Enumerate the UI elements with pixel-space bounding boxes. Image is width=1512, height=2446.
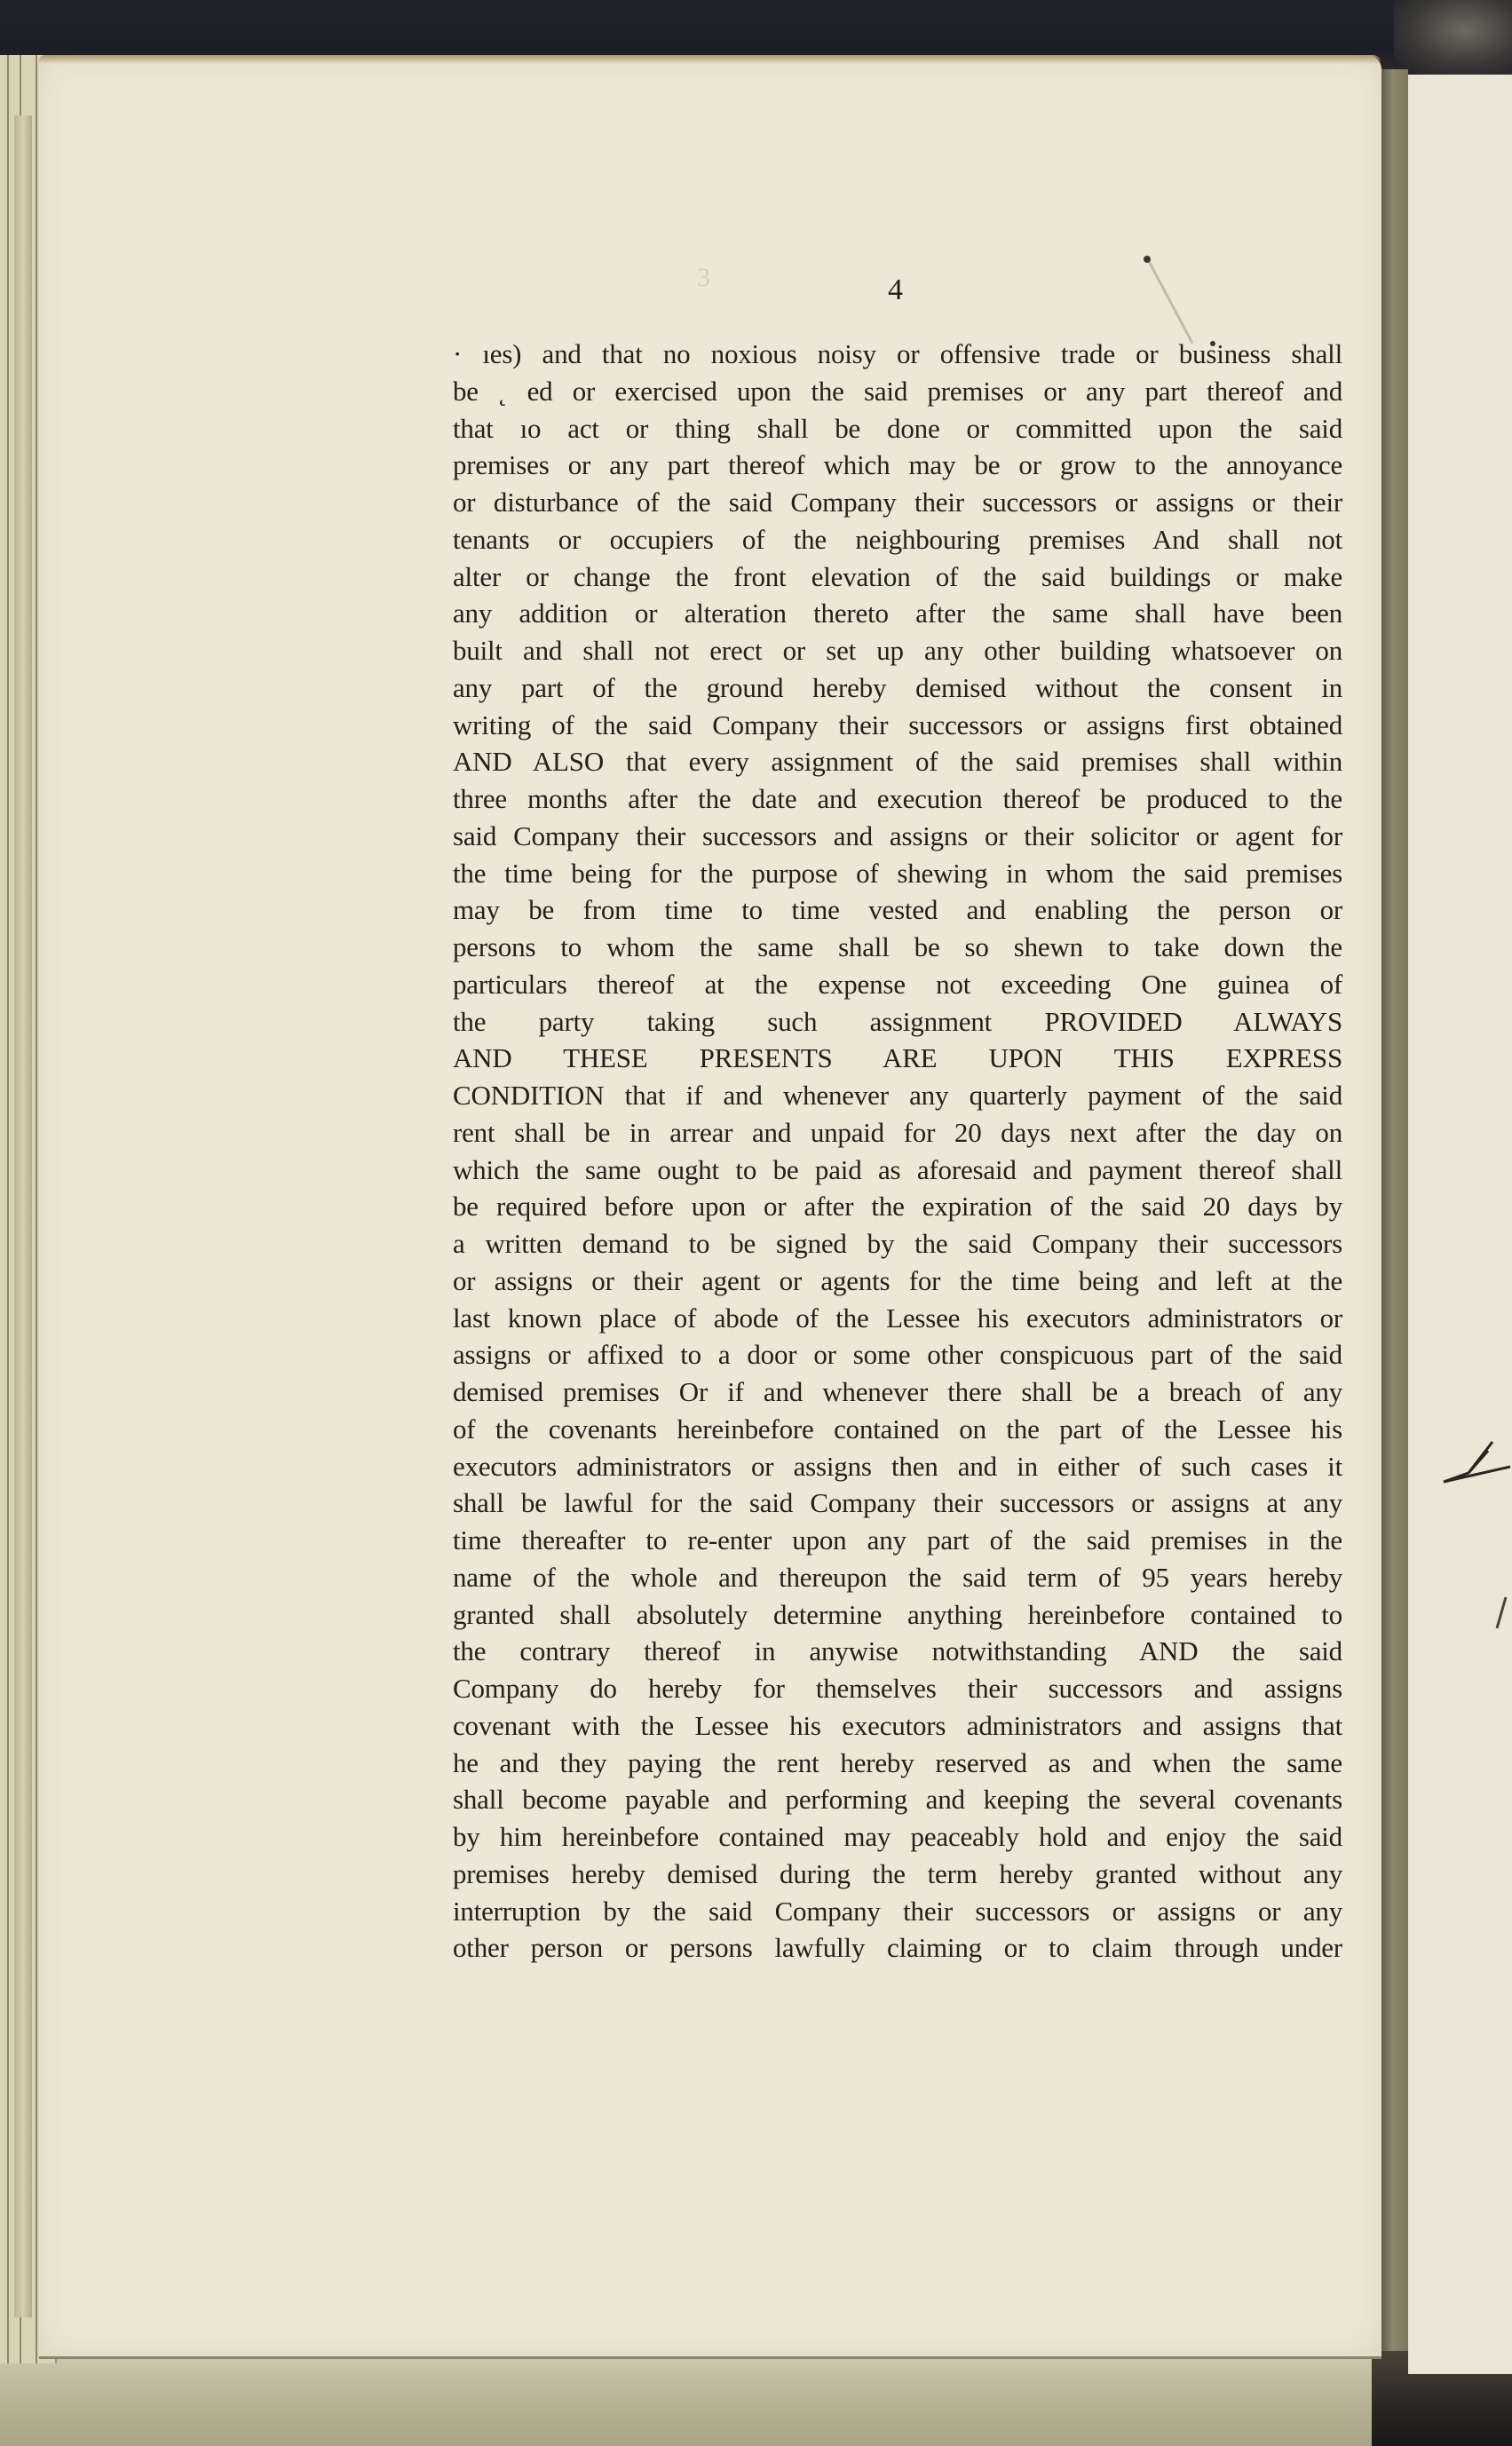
text-line: persons to whom the same shall be so shewn to take down the [453, 931, 1342, 962]
text-line: last known place of abode of the Lessee his executors administrators or [453, 1302, 1342, 1334]
text-line: which the same ought to be paid as aforesaid and payment thereof shall [453, 1153, 1342, 1185]
text-line: demised premises Or if and whenever there shall be a breach of any [453, 1376, 1342, 1407]
pinhole [1144, 256, 1151, 263]
text-line: be required before upon or after the expiration of the said 20 days by [453, 1191, 1342, 1223]
text-line: may be from time to time vested and enabling the person or [453, 894, 1342, 926]
text-line: Company do hereby for themselves their successors and assigns [453, 1673, 1342, 1704]
text-line: of the covenants hereinbefore contained on the part of the Lessee his [453, 1413, 1342, 1445]
text-line: be ˛ ed or exercised upon the said premises or any part thereof and [453, 375, 1342, 407]
text-line: any addition or alteration thereto after the same shall have been [453, 598, 1342, 629]
text-line: executors administrators or assigns then and in either of such cases it [453, 1450, 1342, 1482]
text-line: that ıo act or thing shall be done or committed upon the said [453, 412, 1342, 444]
page-edge-line [36, 55, 37, 2363]
text-line: or assigns or their agent or agents for the time being and left at the [453, 1264, 1342, 1296]
facing-page [1408, 75, 1512, 2374]
text-line: tenants or occupiers of the neighbouring premises And shall not [453, 523, 1342, 555]
text-line: CONDITION that if and whenever any quarterly payment of the said [453, 1080, 1342, 1111]
book-bottom-edge [0, 2344, 1512, 2446]
bleed-through-mark: 3 [697, 263, 710, 292]
text-line: the party taking such assignment PROVIDED ALWAYS [453, 1005, 1342, 1037]
text-line: the time being for the purpose of shewing in whom the said premises [453, 857, 1342, 889]
handwritten-mark-icon [1408, 1362, 1512, 1895]
text-line: AND THESE PRESENTS ARE UPON THIS EXPRESS [453, 1042, 1342, 1074]
text-line: shall become payable and performing and keeping the several covenants [453, 1784, 1342, 1816]
text-line: three months after the date and execution thereof be produced to the [453, 783, 1342, 814]
text-line: any part of the ground hereby demised without the consent in [453, 671, 1342, 703]
text-line: granted shall absolutely determine anything hereinbefore contained to [453, 1598, 1342, 1630]
document-body [453, 336, 1342, 1967]
page-edge-line [7, 55, 9, 2363]
text-line: built and shall not erect or set up any other building whatsoever on [453, 635, 1342, 666]
text-line: name of the whole and thereupon the said term of 95 years hereby [453, 1561, 1342, 1593]
text-line: writing of the said Company their successors or assigns first obtained [453, 708, 1342, 740]
text-line: interruption by the said Company their successors or assigns or any [453, 1895, 1342, 1927]
page-tab [14, 115, 32, 2317]
text-line: or disturbance of the said Company their successors or assigns or their [453, 487, 1342, 518]
page-top-stain [39, 55, 1381, 64]
text-line: other person or persons lawfully claiming or to claim through under [453, 1932, 1342, 1964]
text-line: said Company their successors and assigns or their solicitor or agent for [453, 819, 1342, 851]
text-line: alter or change the front elevation of the said buildings or make [453, 560, 1342, 592]
text-line: premises hereby demised during the term hereby granted without any [453, 1857, 1342, 1889]
text-line: the contrary thereof in anywise notwithstanding AND the said [453, 1635, 1342, 1667]
text-line: rent shall be in arrear and unpaid for 20 days next after the day on [453, 1116, 1342, 1148]
page-number: 4 [888, 273, 903, 306]
text-line: assigns or affixed to a door or some other conspicuous part of the said [453, 1339, 1342, 1371]
text-line: AND ALSO that every assignment of the said premises shall within [453, 746, 1342, 778]
text-line: · ıes) and that no noxious noisy or offensive trade or business shall [453, 338, 1342, 369]
text-line: premises or any part thereof which may be or grow to the annoyance [453, 449, 1342, 481]
text-line: time thereafter to re-enter upon any part of the said premises in the [453, 1524, 1342, 1555]
text-line: he and they paying the rent hereby reserved as and when the same [453, 1746, 1342, 1778]
book-gutter [1381, 69, 1408, 2351]
text-line: by him hereinbefore contained may peaceably hold and enjoy the said [453, 1821, 1342, 1852]
text-line: covenant with the Lessee his executors administrators and assigns that [453, 1709, 1342, 1741]
cover-stain [1394, 0, 1512, 75]
text-line: particulars thereof at the expense not exceeding One guinea of [453, 968, 1342, 1000]
text-line: a written demand to be signed by the said Company their successors [453, 1228, 1342, 1259]
text-line: shall be lawful for the said Company their successors or assigns at any [453, 1487, 1342, 1519]
